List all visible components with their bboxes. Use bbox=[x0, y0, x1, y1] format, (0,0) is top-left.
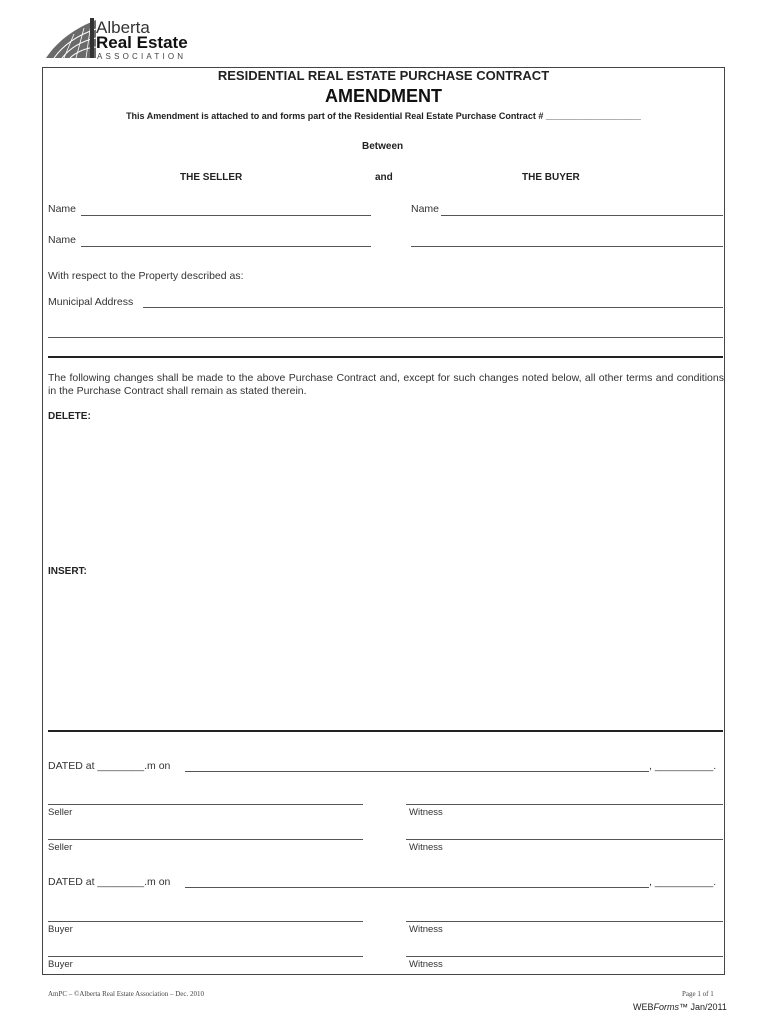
witness-signature-line-3[interactable] bbox=[406, 921, 723, 922]
logo-line-2: Real Estate bbox=[96, 33, 188, 52]
seller-signature-line-2[interactable] bbox=[48, 839, 363, 840]
dated-year-seller: , __________. bbox=[649, 760, 717, 772]
municipal-address-label: Municipal Address bbox=[48, 296, 134, 308]
logo-line-1: Alberta bbox=[96, 18, 150, 37]
footer-webforms-forms: Forms bbox=[653, 1002, 680, 1012]
insert-area[interactable] bbox=[48, 580, 723, 725]
dated-line-seller: DATED at ________.m on bbox=[48, 760, 171, 772]
changes-paragraph: The following changes shall be made to the above Purchase Contract and, except for such changes noted below, all other terms and conditions in the Purchase Contract shall remain as stated therein. bbox=[48, 372, 724, 397]
seller-name-field-2[interactable] bbox=[81, 246, 371, 247]
buyer-name-label-1: Name bbox=[411, 203, 440, 215]
dated-date-field-buyer[interactable] bbox=[185, 887, 649, 888]
dated-date-field-seller[interactable] bbox=[185, 771, 649, 772]
delete-label: DELETE: bbox=[48, 411, 91, 422]
buyer-signature-line-1[interactable] bbox=[48, 921, 363, 922]
section-divider-2 bbox=[48, 730, 723, 732]
buyer-heading: THE BUYER bbox=[522, 172, 580, 183]
witness-signature-line-1[interactable] bbox=[406, 804, 723, 805]
seller-label-2: Seller bbox=[48, 842, 73, 853]
witness-label-2: Witness bbox=[409, 842, 443, 853]
witness-label-4: Witness bbox=[409, 959, 443, 970]
form-title: RESIDENTIAL REAL ESTATE PURCHASE CONTRACT bbox=[217, 68, 550, 83]
buyer-name-field-1[interactable] bbox=[441, 215, 723, 216]
buyer-name-field-2[interactable] bbox=[411, 246, 723, 247]
seller-heading: THE SELLER bbox=[180, 172, 243, 183]
and-label: and bbox=[375, 172, 393, 183]
seller-name-label-2: Name bbox=[48, 234, 77, 246]
witness-signature-line-2[interactable] bbox=[406, 839, 723, 840]
footer-page-number: Page 1 of 1 bbox=[682, 990, 714, 998]
property-intro: With respect to the Property described as: bbox=[48, 270, 244, 282]
delete-area[interactable] bbox=[48, 426, 723, 561]
buyer-label-1: Buyer bbox=[48, 924, 73, 935]
witness-label-1: Witness bbox=[409, 807, 443, 818]
witness-label-3: Witness bbox=[409, 924, 443, 935]
seller-signature-line-1[interactable] bbox=[48, 804, 363, 805]
footer-webforms bbox=[633, 1002, 727, 1012]
contract-number-line: This Amendment is attached to and forms part of the Residential Real Estate Purchase Contract # ___________________ bbox=[126, 111, 641, 121]
seller-name-field-1[interactable] bbox=[81, 215, 371, 216]
buyer-signature-line-2[interactable] bbox=[48, 956, 363, 957]
seller-name-label-1: Name bbox=[48, 203, 77, 215]
municipal-address-field[interactable] bbox=[143, 307, 723, 308]
dated-line-buyer: DATED at ________.m on bbox=[48, 876, 171, 888]
logo-line-3: ASSOCIATION bbox=[97, 52, 187, 61]
seller-label-1: Seller bbox=[48, 807, 73, 818]
insert-label: INSERT: bbox=[48, 566, 87, 577]
footer-webforms-web: WEB bbox=[633, 1002, 654, 1012]
footer-copyright: AmPC – ©Alberta Real Estate Association – Dec. 2010 bbox=[48, 990, 204, 998]
buyer-label-2: Buyer bbox=[48, 959, 73, 970]
municipal-address-field-2[interactable] bbox=[48, 337, 723, 338]
section-divider-1 bbox=[48, 356, 723, 358]
between-label: Between bbox=[362, 141, 404, 152]
witness-signature-line-4[interactable] bbox=[406, 956, 723, 957]
footer-webforms-date: ™ Jan/2011 bbox=[679, 1002, 727, 1012]
form-subtitle: AMENDMENT bbox=[325, 86, 442, 106]
dated-year-buyer: , __________. bbox=[649, 876, 717, 888]
